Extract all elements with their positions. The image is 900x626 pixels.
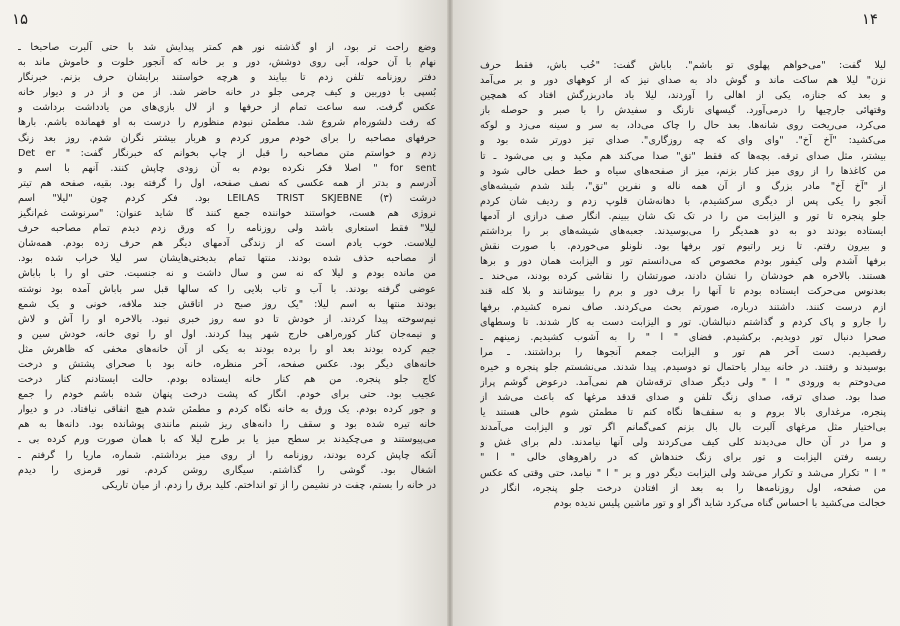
text-line: بعدنوس می‌حرکت ایستاده بودم تا آنها را برف دور و برم را بیوشانند و بلا کله قند	[480, 286, 886, 298]
text-line: لیلا" فقط استعاری باشد ولی روزنامه را که ورق زدم دیدم تمام مصاحبه حرف	[18, 223, 436, 235]
right-page-text	[480, 58, 886, 511]
left-page-number: ۱۵	[12, 10, 29, 28]
text-line: حرفهای مصاحبه را برای خودم مرور کردم و هربار بیشتر نگران شدم. روز بعد زنگ	[18, 132, 436, 144]
text-line: بُسپی با دوربین و کیف چرمی جلو در خانه حاضر شد. از من و از در و دیوار خانه	[18, 87, 436, 99]
text-line: جلو پنجره تا تور و الیزابت من را در تک تک شان ببینم. انگار صف درازی از آدمها	[480, 210, 886, 222]
text-line: " ا " تکرار می‌شد و تکرار می‌شد ولی الیزابت دیگر دور و بر " ا " نیامد، حتی وقتی که عکس	[480, 467, 886, 479]
text-line: بوسیدند و رفتند. در خانه بیدار یاحتمال تو دوسیدم. پیدا شدند. می‌نشستم جلو پنجره و خیره	[480, 361, 886, 373]
text-line: آدرسم و بدتر از همه عکسی که نصف صفحه، اول را گرفته بود. بقیه، صفحه هم تیتر	[18, 177, 436, 189]
left-page-text	[18, 40, 436, 493]
text-line: نروژی هم هست، خواستند خواننده جمع کنند گا شاید عنوان: "سرنوشت غم‌انگیز	[18, 208, 436, 220]
text-line: صحرا دنبال تور دویدیم. برکشیدم. فضای " ا " را به آشوب کشیدیم. زمینهم ـ	[480, 331, 886, 343]
text-line: رقصیدیم. دست آخر هم تور و الیزابت جمعم آنجوها را برداشتند. ـ مرا	[480, 346, 886, 358]
text-line: از مصاحبه حذف شده بودند. منتها تمام بدبختی‌هایشان سر لیلا خراب شده بود.	[18, 253, 436, 265]
text-line: و نیمه‌جان کنار کوره‌راهی خارج شهر پیدا کردند. اول او را توی خانه، خودش سین و	[18, 328, 436, 340]
text-line: من مانده بودم و لیلا که نه سن و سال داشت و نه جنسیت. حتی او را با باباش	[18, 268, 436, 280]
text-line: لیلا گفت: "می‌خواهم پهلوی تو باشم". باباش گفت: "خُب باش، فقط حرف	[480, 60, 886, 71]
text-line: وضع راحت تر بود، از او گذشته نور هم کمتر پیدایش شد با حتی آلبرت صاحبخا ـ	[18, 42, 436, 53]
text-line: عکس گرفت. سه ساعت تمام از حرفها و از لال بازی‌های من یادداشت برداشت و	[18, 102, 436, 114]
text-line: می‌دوختم به ورودی " ا " ولی دیگر صدای ترقه‌شان هم نمی‌آمد. درعوض گوشم پراز	[480, 376, 886, 388]
text-line: بی‌اختیار مثل مرغهای آلبرت بال بال بزنم کمی‌گمانم اگر تور و الیزابت می‌آمدند	[480, 422, 886, 434]
text-line: نیم‌سوخته پیدا کردند. از خودش تا دو سه روز خبری نبود. بالاخره او را آش و لاش	[18, 313, 436, 325]
text-line: خانه تیره شده بود و سقف را دانه‌های ریز شبنم مانندی پوشانده بود. دانه‌ها به هم	[18, 419, 436, 431]
text-line: و بعد که جنازه، یکی از اهالی را آوردند، لیلا باد مادربزرگش افتاد که همچین	[480, 90, 886, 102]
text-line: من کاغذها را از روی میز کنار بزنم، میز از صفحه‌های سیاه و خط خطی خالی شود و	[480, 165, 886, 177]
text-line: از "آخ آخ" مادر بزرگ و از آن همه ناله و نفرین "تق"، بلند شدم شیشه‌های	[480, 180, 886, 192]
text-line: زدم و خواستم متن مصاحبه را قبل از چاپ بخوانم که خبرنگار گفت: " Det er	[18, 147, 436, 159]
text-line: می‌کشید: "آخ آخ". "وای وای که چه روزگاری". صدای تیز دورتر شده بود و	[480, 135, 886, 147]
text-line: جیم کرده بودند بعد او را برده بودند به یکی از آن خانه‌های مخفی که ظاهرش مثل	[18, 343, 436, 355]
text-line: اشغال بود. گوشی را گذاشتم. سیگاری روشن کردم. نور قرمزی را دیدم	[18, 464, 436, 476]
text-line: صدا بود. صدای ترقه، صدای زنگ تلفن و صدای قدقد مرغها که باعث می‌شد از	[480, 392, 886, 404]
text-line: لیلاست. خوب یادم است که از زندگی آدمهای دیگر هم حرف زده بودم. همه‌شان	[18, 238, 436, 250]
text-line: برفها آشدم ولی کیفور بودم مخصوص که می‌دانستم تور و الیزابت همان دور و برها	[480, 256, 886, 268]
text-line: هستند. بالاخره هم خودشان را نشان دادند، صورتشان را نقاشی کرده بودند، می‌خند ـ	[480, 271, 886, 283]
text-line: که رفت دلشوره‌ام شروع شد. مطمئن نبودم منظورم را درست به او فهمانده باشم. بارها	[18, 117, 436, 129]
text-line: می‌پیوستند و می‌چکیدند بر سطح میز یا بر طرح لیلا که با همان صورت ورم کرده بی ـ	[18, 434, 436, 446]
text-line: ایستاده بودند دو به دو همدیگر را می‌بوسیدند. جعبه‌های شیشه‌های بر را برداشتم	[480, 226, 886, 238]
text-line: درشت LEILAS TRIST SKJEBNE (۳) بود. فکر کردم چون "لیلا" اسم	[18, 192, 436, 204]
book-gutter	[447, 0, 453, 626]
text-line: می‌کرد، می‌ریخت روی شانه‌ها. بعد حال را چاک می‌داد، به سر و سینه می‌زد و لوکه	[480, 120, 886, 132]
text-line: وقتهائی جارچیها را درمی‌آورد. گیسهای نارنگ و سفیدش را با صبر و حوصله باز	[480, 105, 886, 117]
text-line: من صفحه، اول روزنامه‌ها را به بعد از افتادن درخت جلو پنجره، انگار در	[480, 482, 886, 494]
right-page	[450, 0, 900, 626]
text-line: پنجره، مرغداری بالا بروم و به سقف‌ها نگاه کنم تا مطمئن شوم خالی هستند یا	[480, 407, 886, 419]
text-line: و مرا در آن حال می‌دیدند کلی کیف می‌کردند ولی آنها نیامدند. دلم برای غش و	[480, 437, 886, 449]
right-page-number: ۱۴	[861, 10, 878, 28]
text-line: ازم درست کنند. داشتند درباره، صورتم بحث می‌کردند. صاف نمره کشیدم. برفها	[480, 301, 886, 313]
text-line: دفتر روزنامه تلفن زدم تا بیایند و هرچه خواستند برایشان حرف بزنم. خبرنگار	[18, 72, 436, 84]
text-line: آنجو را یکی پس از دیگری سرکشیدم، با دهانه‌شان قلوپ زدم و ردیف شان کردم	[480, 195, 886, 207]
text-line: خجالت می‌کشید با احساس گناه می‌کرد شاید اگر او و تور ماشین پلیس ندیده بودم	[553, 497, 886, 509]
text-line: را جارو و پاک کردم و گذاشتم دنبالشان. تور و الیزابت دست به کار شدند. تا وسطهای	[480, 316, 886, 328]
text-line: خانه‌های دیگر بود. عکس صفحه، آخر منظره، خانه بود با صحرای پشتش و درخت	[18, 358, 436, 370]
text-line: آنکه چاپش کرده بودند، روزنامه را از روی میز برداشتم. شماره، ماریا را گرفتم ـ	[18, 449, 436, 461]
text-line: نهام با آن حوله، آبی روی دوشش، دور و بر خانه که آنجور خلوت و خاموش ماند به	[18, 57, 436, 69]
text-line: کاج جلو پنجره. من هم کنار خانه ایستاده بودم. حالت ایستادنم کنار درخت	[18, 374, 436, 386]
text-line: for sent " اصلا فکر نکرده بودم به آن زودی چاپش کنند. آنهم با اسم و	[18, 162, 436, 174]
text-line: نزن" لیلا هم ساکت ماند و گوش داد به صدای نیز که از کوههای دور و بر می‌آمد	[480, 75, 886, 87]
text-line: و جور کرده بودم. یک ورق به خانه نگاه کردم و مطمئن شدم هیچ اتفاقی نیافتاد. در و دیوار	[18, 404, 436, 416]
text-line: عجیب بود. حتی برای خودم. انگار که پشت درخت پنهان شده باشم خودم را جمع	[18, 389, 436, 401]
text-line: بیشتر، مثل صدای ترقه. بچه‌ها که فقط "تق" صدا می‌کند هم مکید و بی می‌شود ـ تا	[480, 150, 886, 162]
text-line: عوضی گرفته بودند. با آب و تاب بلایی را که سالها قبل سر باباش آمده بود نوشته	[18, 283, 436, 295]
text-line: و بیرون رفتم. تا زیر راتیوم تور برفها بود. نلونلو می‌خوردم. با صورت نقش	[480, 241, 886, 253]
text-line: در خانه را بستم، چفت در نشیمن را از تو انداختم. کلید برق را زدم. از میان تاریکی	[101, 479, 436, 491]
text-line: بودند منتها به اسم لیلا: "یک روز صبح در اتاقش جند ملافه، خونی و یک شمع	[18, 298, 436, 310]
text-line: ریسه رفتن الیزابت و تور برای زنگ خندهاش که در راهروهای خالی " ا "	[480, 452, 886, 464]
